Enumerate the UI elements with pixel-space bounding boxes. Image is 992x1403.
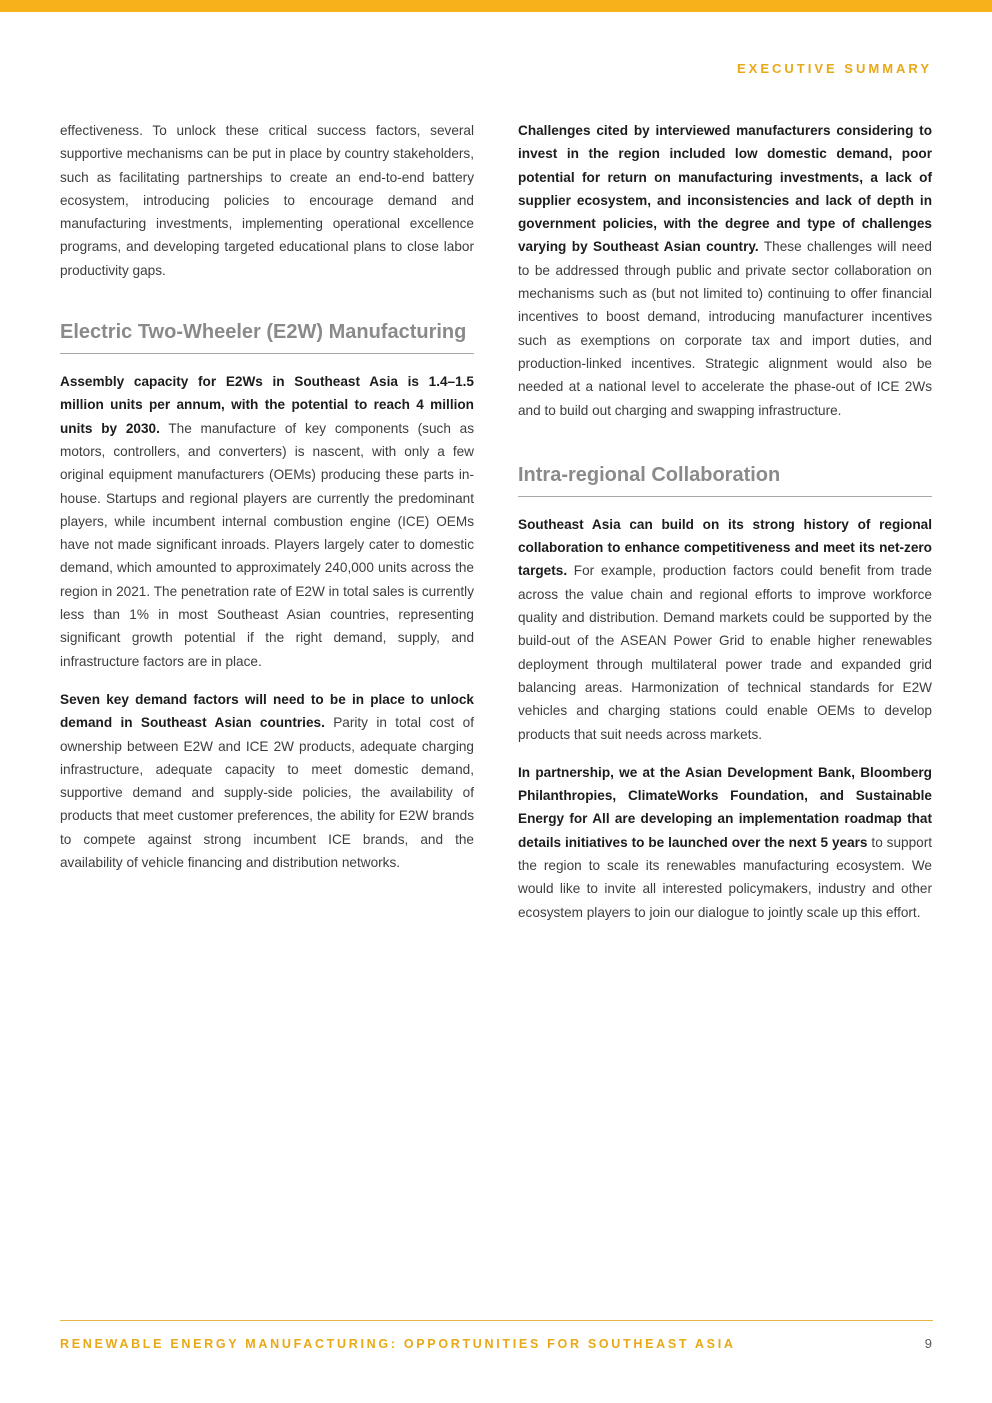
paragraph: [518, 513, 932, 746]
paragraph-lead: Seven key demand factors will need to be in place to unlock demand in Southeast Asian countries.: [60, 691, 474, 731]
right-column: [518, 119, 932, 939]
paragraph: [518, 761, 932, 924]
left-column: [60, 119, 474, 889]
section-heading: Intra-regional Collaboration: [518, 464, 932, 497]
footer-divider: [60, 1320, 933, 1321]
paragraph: [60, 370, 474, 673]
paragraph-lead: Southeast Asia can build on its strong history of regional collaboration to enhance competitiveness and meet its net-zero targets.: [518, 516, 932, 579]
paragraph-text: Parity in total cost of ownership between E2W and ICE 2W products, adequate charging infrastructure, adequate capacity to meet domestic demand, supportive demand and supply-side policies, the availability of products that meet customer preferences, the ability for E2W brands to compete against strong incumbent ICE brands, and the availability of vehicle financing and distribution networks.: [60, 715, 474, 871]
paragraph-lead: Assembly capacity for E2Ws in Southeast Asia is 1.4–1.5 million units per annum, with the potential to reach 4 million units by 2030.: [60, 374, 474, 436]
footer-title: RENEWABLE ENERGY MANUFACTURING: OPPORTUNITIES FOR SOUTHEAST ASIA: [60, 1337, 736, 1351]
paragraph-lead: In partnership, we at the Asian Development Bank, Bloomberg Philanthropies, ClimateWorks Foundation, and Sustainable Energy for All are developing an implementation roadmap that details initiatives to be launched over the next 5 years: [518, 764, 932, 850]
paragraph-text: The manufacture of key components (such as motors, controllers, and converters) is nascent, with only a few original equipment manufacturers (OEMs) producing these parts in-house. Startups and regional players are currently the predominant players, while incumbent internal combustion engine (ICE) OEMs have not made significant inroads. Players largely cater to domestic demand, which amounted to approximately 240,000 units across the region in 2021. The penetration rate of E2W in total sales is currently less than 1% in most Southeast Asian countries, representing significant growth potential if the right demand, supply, and infrastructure factors are in place.: [60, 420, 474, 669]
paragraph-text: For example, production factors could benefit from trade across the value chain and regional efforts to improve workforce quality and distribution. Demand markets could be supported by the build-out of the ASEAN Power Grid to enable higher renewables deployment through multilateral power trade and expanded grid balancing areas. Harmonization of technical standards for E2W vehicles and charging stations could enable OEMs to develop products that suit needs across markets.: [518, 563, 932, 742]
page-number: 9: [924, 1336, 932, 1351]
paragraph-text: These challenges will need to be addressed through public and private sector collaboration on mechanisms such as (but not limited to) continuing to offer financial incentives to boost demand, introducing manufacturer incentives such as exemptions on corporate tax and import duties, and production-linked incentives. Strategic alignment would also be needed at a national level to accelerate the phase-out of ICE 2Ws and to build out charging and swapping infrastructure.: [518, 239, 932, 418]
paragraph: [518, 119, 932, 422]
paragraph-text: effectiveness. To unlock these critical success factors, several supportive mechanisms can be put in place by country stakeholders, such as facilitating partnerships to create an end-to-end battery ecosystem, introducing policies to encourage demand and manufacturing investments, implementing operational excellence programs, and developing targeted educational plans to close labor productivity gaps.: [60, 123, 474, 278]
section-label: EXECUTIVE SUMMARY: [737, 61, 932, 76]
paragraph: [60, 119, 474, 282]
paragraph: [60, 688, 474, 874]
section-heading: Electric Two-Wheeler (E2W) Manufacturing: [60, 321, 474, 354]
top-accent-bar: [0, 0, 992, 12]
paragraph-text: to support the region to scale its renewables manufacturing ecosystem. We would like to invite all interested policymakers, industry and other ecosystem players to join our dialogue to jointly scale up this effort.: [518, 834, 933, 920]
paragraph-lead: Challenges cited by interviewed manufacturers considering to invest in the region included low domestic demand, poor potential for return on manufacturing investments, a lack of supplier ecosystem, and inconsistencies and lack of depth in government policies, with the degree and type of challenges varying by Southeast Asian country.: [518, 123, 932, 255]
